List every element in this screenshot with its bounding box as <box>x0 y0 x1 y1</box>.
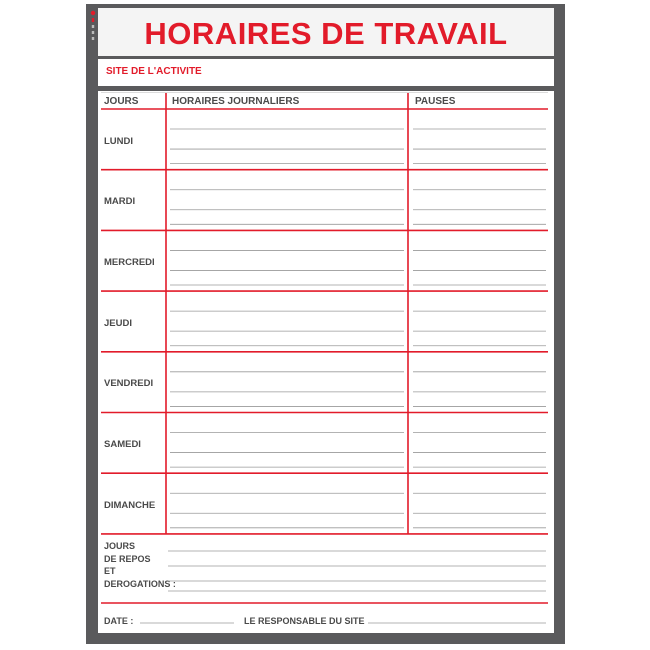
col-header-days: JOURS <box>104 96 139 107</box>
site-label: SITE DE L'ACTIVITE <box>106 66 202 77</box>
day-label: LUNDI <box>104 136 134 147</box>
day-label: JEUDI <box>104 318 132 329</box>
rest-days-line: ET <box>104 566 116 576</box>
day-label: VENDREDI <box>104 378 154 389</box>
responsible-label: LE RESPONSABLE DU SITE <box>244 616 365 626</box>
rest-days-line: DEROGATIONS : <box>104 578 176 589</box>
rest-days-line: DE REPOS <box>104 553 151 564</box>
sign-title: HORAIRES DE TRAVAIL <box>144 16 508 51</box>
rest-days-line: JOURS <box>104 541 136 551</box>
date-label: DATE : <box>104 616 134 626</box>
col-header-hours: HORAIRES JOURNALIERS <box>172 96 300 107</box>
day-label: MERCREDI <box>104 257 155 268</box>
col-header-breaks: PAUSES <box>415 96 456 107</box>
day-label: MARDI <box>104 196 136 207</box>
day-label: DIMANCHE <box>104 500 156 511</box>
day-label: SAMEDI <box>104 439 141 450</box>
